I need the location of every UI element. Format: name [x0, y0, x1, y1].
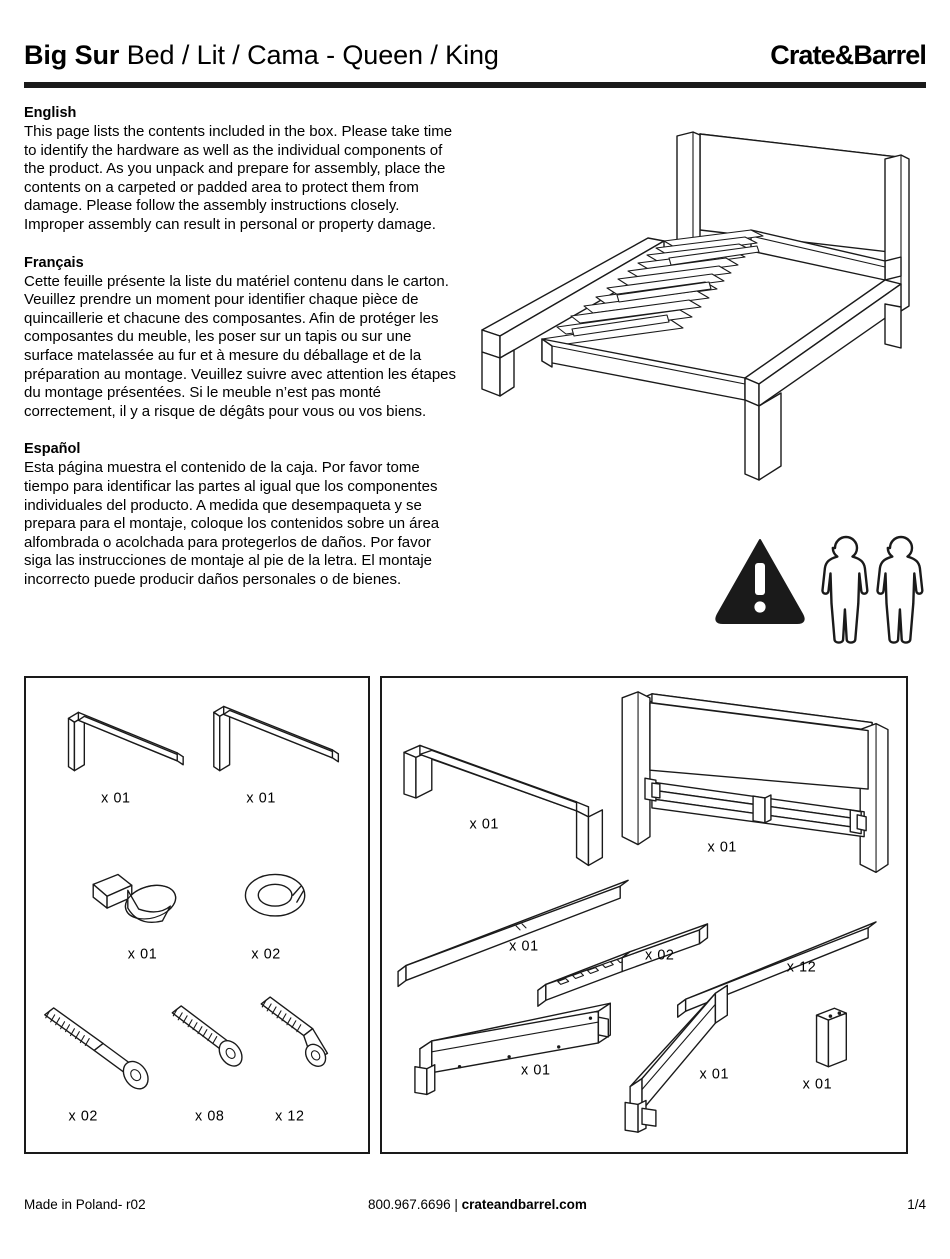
language-heading-french: Français	[24, 254, 84, 271]
hardware-qty-label: x 08	[195, 1108, 225, 1125]
hardware-qty-label: x 01	[127, 946, 158, 963]
part-qty-label: x 01	[699, 1066, 730, 1083]
bolt-medium-flat-head-icon	[172, 1006, 246, 1070]
language-heading-english: English	[24, 105, 77, 121]
header-divider-rule	[24, 82, 926, 88]
instruction-block-spanish	[24, 440, 456, 589]
part-qty-label: x 01	[521, 1062, 551, 1079]
footer-phone: 800.967.6696 |	[368, 1197, 462, 1212]
language-body-english: This page lists the contents included in the box. Please take time to identify the hardware as well as the individual components of the product. As you unpack and prepare for assembly, place the contents on a carpeted or padded area to protect them from damage. Please follow the assembly instructions closely. Improper assembly can result in personal or property damage.	[24, 123, 453, 233]
language-body-french: Cette feuille présente la liste du matériel contenu dans le carton. Veuillez prendre un moment pour identifier chaque pièce de quincaillerie et chacune des composantes. Afin de protéger les composantes du meuble, les poser sur un tapis ou sur une surface matelassée au fur et à mesure du déballage et de la préparation au montage. Veuillez suivre avec attention les étapes du montage présentées. Si le meuble n’est pas monté correctement, il y a risque de dégâts pour vous ou vos biens.	[24, 272, 457, 420]
part-qty-label: x 01	[802, 1076, 833, 1093]
side-rail-right-icon	[625, 985, 727, 1132]
footer-made-in: Made in Poland- r02	[24, 1197, 146, 1212]
side-rail-left-icon	[415, 1003, 610, 1094]
hardware-qty-label: x 02	[251, 946, 281, 963]
split-lock-washer-icon	[245, 874, 304, 916]
footer-page-number: 1/4	[907, 1197, 926, 1212]
hex-wrench-short-icon	[69, 712, 184, 770]
slat-holder-rail-icon	[538, 924, 708, 1006]
page-footer	[24, 1196, 926, 1218]
part-qty-label: x 12	[786, 959, 817, 976]
hardware-contents-panel	[24, 676, 370, 1154]
hardware-qty-label: x 01	[101, 790, 131, 807]
person-figure-icon	[877, 537, 922, 643]
support-block-icon	[817, 1008, 847, 1067]
bolt-countersunk-icon	[261, 997, 329, 1070]
part-qty-label: x 02	[644, 947, 675, 964]
page-title	[24, 38, 499, 72]
instructions-text-column	[24, 104, 456, 589]
hardware-qty-label: x 12	[275, 1108, 305, 1125]
person-figure-icon	[822, 537, 867, 643]
hardware-qty-label: x 02	[68, 1108, 98, 1125]
hex-wrench-long-icon	[214, 706, 339, 770]
warning-triangle-icon	[716, 540, 803, 623]
instruction-block-english	[24, 104, 456, 235]
part-qty-label: x 01	[469, 816, 500, 833]
page-title-subtitle: Bed / Lit / Cama - Queen / King	[119, 40, 499, 70]
safety-icons-row	[706, 528, 930, 646]
brand-logo: Crate&Barrel	[770, 40, 926, 70]
parts-contents-panel	[380, 676, 908, 1154]
language-heading-spanish: Español	[24, 441, 81, 458]
instruction-block-french	[24, 254, 456, 422]
headboard-assembly-icon	[622, 692, 888, 872]
footer-website-link[interactable]: crateandbarrel.com	[461, 1197, 587, 1212]
hardware-qty-label: x 01	[246, 790, 276, 807]
part-qty-label: x 01	[509, 938, 539, 955]
footboard-rail-icon	[404, 745, 602, 865]
language-body-spanish: Esta página muestra el contenido de la caja. Por favor tome tiempo para identificar las partes al igual que los componentes individuales del producto. A medida que desempaqueta y se prepara para el montaje, coloque los contenidos sobre un área alfombrada o acolchada para protegerlos de daños. Por favor siga las instrucciones de montaje al pie de la letra. El montaje incorrecto puede producir daños personales o de bienes.	[24, 459, 440, 588]
part-qty-label: x 01	[707, 839, 737, 856]
page-title-product: Big Sur	[24, 40, 120, 70]
page-header	[24, 38, 926, 88]
barrel-knob-bolt-icon	[93, 874, 179, 924]
footer-contact	[368, 1196, 587, 1214]
bolt-long-shoulder-icon	[45, 1008, 153, 1094]
assembled-bed-illustration	[468, 108, 930, 490]
